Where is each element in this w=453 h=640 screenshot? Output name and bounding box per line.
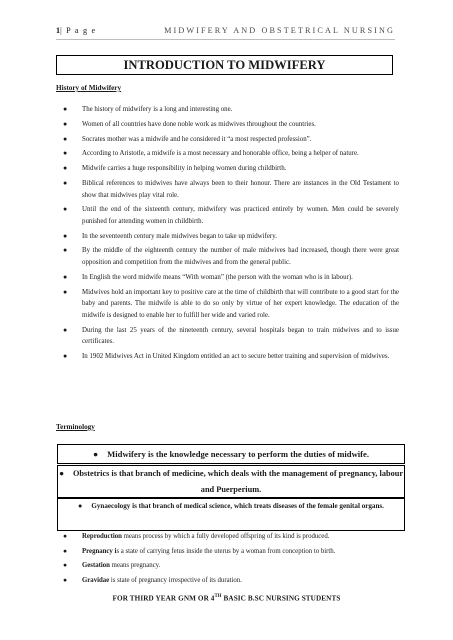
list-item: ● Reproduction means process by which a fully developed offspring of its kind is produced.: [56, 531, 399, 543]
bullet-icon: ●: [63, 246, 68, 255]
term-name: Pregnancy i: [82, 547, 117, 555]
list-item: ● According to Aristotle, a midwife is a most necessary and honorable office, being a helper of nature.: [56, 148, 399, 160]
list-item: ● Gestation means pregnancy.: [56, 560, 399, 572]
definition-box-midwifery: ● Midwifery is the knowledge necessary to perform the duties of midwife.: [57, 444, 405, 464]
running-title: MIDWIFERY AND OBSTETRICAL NURSING: [164, 26, 395, 35]
list-item: ● During the last 25 years of the nineteenth century, several hospitals began to train midwives and to issue certificates.: [63, 325, 399, 346]
list-item: ● Women of all countries have done noble work as midwives throughout the countries.: [56, 119, 399, 131]
term-name: Gravidae: [82, 577, 110, 585]
definition-box-gynaecology: ● Gynaecology is that branch of medical science, which treats diseases of the female genital organs.: [57, 498, 405, 531]
history-list: [56, 104, 399, 366]
page-number: 1| P a g e: [56, 26, 97, 35]
list-item: ● In English the word midwife means “With woman” (the person with the woman who is in labour).: [56, 272, 399, 284]
bullet-icon: ●: [63, 287, 68, 296]
page-footer: FOR THIRD YEAR GNM OR 4TH BASIC B.SC NURSING STUDENTS: [112, 594, 341, 603]
bullet-icon: ●: [92, 449, 99, 459]
list-item: ● Gravidae is state of pregnancy irrespective of its duration.: [56, 575, 399, 587]
bullet-icon: ●: [63, 272, 68, 281]
bullet-icon: ●: [63, 351, 68, 360]
list-item: ● Midwives hold an important key to positive care at the time of childbirth that will contribute to a good start for the baby and parents. The midwife is able to do so only by virtue of her expert knowledge. The education of the midwife is designed to enable her to fulfill her wide and varied role.: [63, 287, 399, 319]
bullet-icon: ●: [63, 119, 68, 128]
list-item: ● The history of midwifery is a long and interesting one.: [56, 104, 399, 116]
bullet-icon: ●: [63, 577, 68, 585]
list-item: ● In the seventeenth century male midwives began to take up midwifery.: [56, 231, 399, 243]
page-header: [56, 25, 395, 40]
bullet-icon: ●: [63, 164, 68, 173]
bullet-icon: ●: [63, 178, 68, 187]
terminology-list: [56, 531, 399, 590]
list-item: ● Until the end of the sixteenth century, midwifery was practiced entirely by women. Men could be severely punished for attending women in childbirth.: [63, 205, 399, 225]
list-item: ● Pregnancy is a state of carrying fetus inside the uterus by a woman from conception to birth.: [56, 546, 399, 558]
list-item: ● By the middle of the eighteenth century the number of male midwives had increased, though there were great opposition and competition from the midwives and from the general public.: [63, 246, 399, 267]
term-name: Reproduction: [82, 533, 122, 540]
list-item: ● Socrates mother was a midwife and he considered it “a most respected profession”.: [56, 134, 399, 146]
bullet-icon: ●: [63, 231, 68, 240]
history-heading: History of Midwifery: [56, 84, 122, 92]
bullet-icon: ●: [78, 502, 83, 510]
bullet-icon: ●: [63, 325, 68, 334]
term-name: Gestation: [82, 562, 110, 570]
bullet-icon: ●: [63, 134, 68, 143]
bullet-icon: ●: [63, 149, 68, 158]
bullet-icon: ●: [63, 205, 68, 214]
document-title: INTRODUCTION TO MIDWIFERY: [56, 55, 393, 75]
terminology-heading: Terminology: [56, 423, 95, 431]
bullet-icon: ●: [63, 533, 68, 540]
bullet-icon: ●: [58, 469, 64, 478]
list-item: ● In 1902 Midwives Act in United Kingdom entitled an act to secure better training and supervision of midwives.: [56, 351, 399, 363]
list-item: ● Midwife carries a huge responsibility in helping women during childbirth.: [56, 163, 399, 175]
definition-box-obstetrics: ● Obstetrics is that branch of medicine, which deals with the management of pregnancy, labour and Puerperium.: [57, 465, 405, 498]
bullet-icon: ●: [63, 105, 68, 113]
bullet-icon: ●: [63, 562, 68, 570]
bullet-icon: ●: [63, 547, 68, 555]
list-item: ● Biblical references to midwives have always been to their honour. There are instances in the Old Testament to show that midwives play vital role.: [63, 178, 399, 199]
